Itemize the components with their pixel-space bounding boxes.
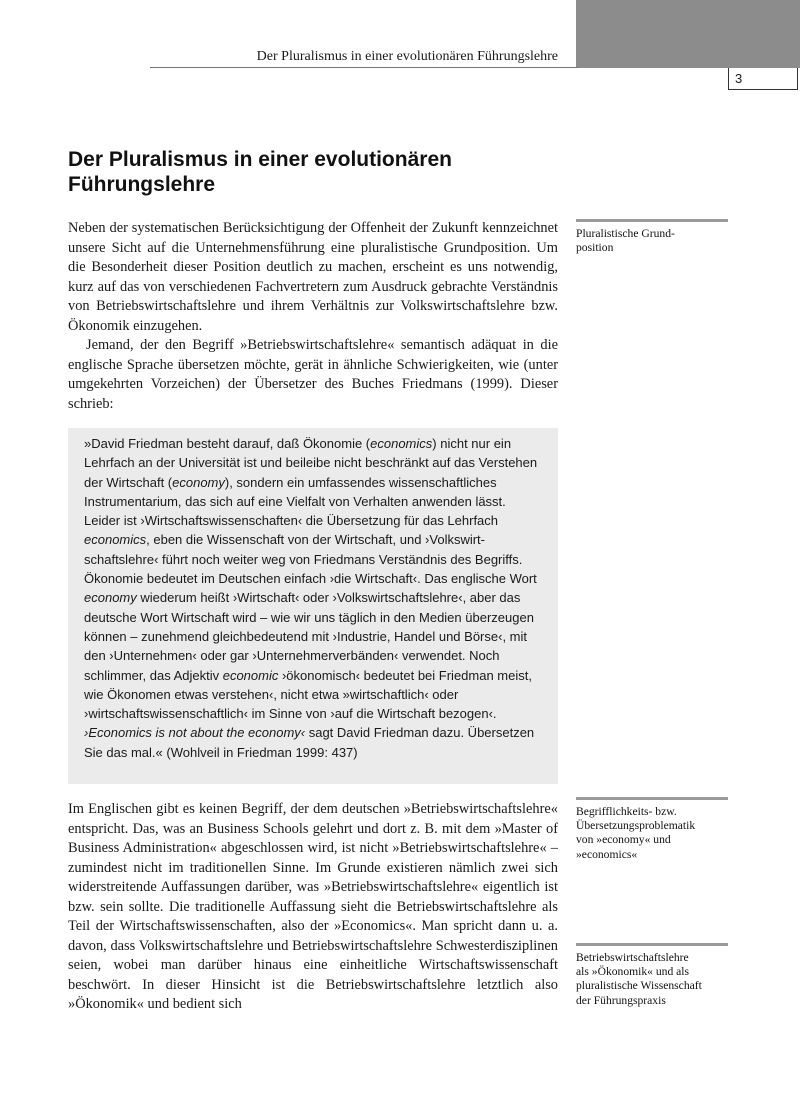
quote-segment: sagt David Friedman dazu. Übersetzen Sie das mal.« (Wohlveil in Friedman 1999: 437) (84, 725, 535, 760)
quote-emphasis: economy (172, 474, 225, 490)
quote-segment: , eben die Wissenschaft von der Wirtschaft, und ›Volkswirtschaftslehre‹ führt noch weiter weg von Friedmans Verständnis des Begriffs. Ökonomie bedeutet im Deutschen einfach ›die Wirtschaft‹. Das englische Wort (84, 532, 537, 587)
running-header-title: Der Pluralismus in einer evolutionären Führungslehre (256, 49, 558, 64)
margin-note-text: Begrifflichkeits- bzw. Übersetzungsproblematik von »economy« und »economics« (576, 805, 696, 861)
quote-segment: wiederum heißt ›Wirtschaft‹ oder ›Volkswirtschaftslehre‹, aber das deutsche Wort Wirtschaft wird – wie wir uns täglich in den Medien überzeugen können – zunehmend gleichbedeutend mit ›Industrie, Handel und Börse‹, mit den ›Unternehmen‹ oder gar ›Unternehmerverbänden‹ verwendet. Noch schlimmer, das Adjektiv (84, 590, 534, 683)
margin-note-terminology (576, 797, 728, 862)
body-text-intro (68, 219, 558, 414)
quote-text (84, 434, 544, 762)
quote-emphasis: economics (84, 532, 147, 548)
body-text-continued (68, 800, 558, 1015)
paragraph: Im Englischen gibt es keinen Begriff, der dem deutschen »Betriebswirtschaftslehre« entspricht. Das, was an Business Schools gelehrt und dort z. B. mit dem »Master of Business Administration« abgeschlossen wird, ist nicht »Betriebswirtschaftslehre« – zumindest nicht im traditionellen Sinne. Im Grunde existieren nämlich zwei sich widerstreitende Auffassungen darüber, was »Betriebswirtschaftslehre« eigentlich ist bzw. sein sollte. Die traditionelle Auffassung sieht die Betriebswirtschaftslehre als Teil der Wirtschaftswissenschaften, also der »Economics«. Man spricht dann u. a. davon, dass Volkswirtschaftslehre und Betriebswirtschaftslehre Schwesterdisziplinen seien, wobei man darüber hinaus eine einheitliche Wirtschaftswissenschaft beschwört. In dieser Hinsicht ist die Betriebswirtschaftslehre letztlich also »Ökonomik« und bedient sich (68, 801, 558, 1012)
quote-segment: »David Friedman besteht darauf, daß Ökonomie ( (84, 436, 371, 451)
quote-emphasis: economic (222, 667, 279, 683)
chapter-title: Der Pluralismus in einer evolutionären Führungslehre (68, 148, 452, 196)
quote-segment: ) nicht nur ein Lehrfach an der Universität ist und beileibe nicht beschränkt auf das Verstehen der Wirtschaft ( (84, 436, 538, 490)
quote-segment: ), sondern ein umfassendes wissenschaftliches Instrumentarium, das sich auf eine Vielfalt von Verhalten anwenden lässt. Leider ist ›Wirtschaftswissenschaften‹ die Übersetzung für das Lehrfach (84, 474, 506, 529)
margin-note-oekonomik (576, 943, 728, 1008)
margin-note-pluralistic-position (576, 219, 728, 255)
quote-emphasis: ›Economics is not about the economy‹ (84, 725, 306, 741)
quote-segment: ›ökonomisch‹ bedeutet bei Friedman meist, wie Ökonomen etwas verstehen‹, nicht etwa »wirtschaftlich‹ oder ›wirtschaftswissenschaftlich‹ im Sinne von ›auf die Wirtschaft bezogen‹. (84, 667, 532, 722)
quote-emphasis: economics (370, 436, 433, 451)
margin-note-text: Betriebswirtschaftslehre als »Ökonomik« und als pluralistische Wissenschaft der Führungspraxis (576, 951, 702, 1007)
corner-tab-block (576, 0, 800, 68)
page-number: 3 (728, 68, 798, 90)
header-divider (150, 67, 578, 68)
margin-note-text: Pluralistische Grund- position (576, 227, 675, 255)
quote-emphasis: economy (84, 590, 137, 606)
block-quote (68, 428, 558, 784)
paragraph: Neben der systematischen Berücksichtigung der Offenheit der Zukunft kennzeichnet unsere Sicht auf die Unternehmensführung eine pluralistische Grundposition. Um die Besonderheit dieser Position deutlich zu machen, erscheint es uns notwendig, kurz auf das von verschiedenen Fachvertretern zum Ausdruck gebrachte Verständnis von Betriebswirtschaftslehre und ihrem Verhältnis zur Volkswirtschaftslehre bzw. Ökonomik einzugehen. (68, 220, 558, 334)
paragraph: Jemand, der den Begriff »Betriebswirtschaftslehre« semantisch adäquat in die englische Sprache übersetzen möchte, gerät in ähnliche Schwierigkeiten, wie (unter umgekehrten Vorzeichen) der Übersetzer des Buches Friedmans (1999). Dieser schrieb: (68, 337, 558, 412)
